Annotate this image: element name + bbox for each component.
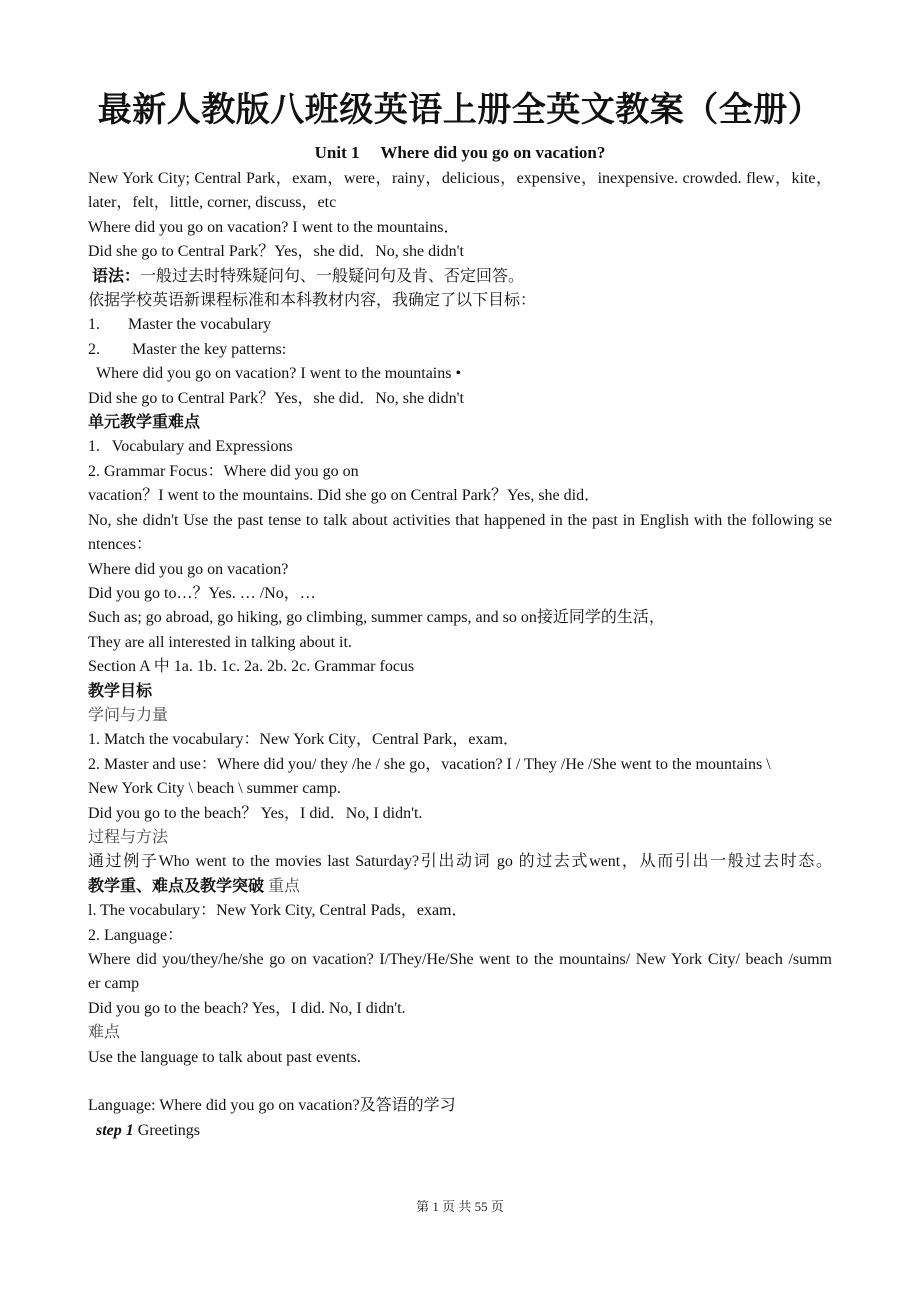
text-segment: 通过例子Who went to the movies last Saturday?引出动词 go 的过去式went，从而引出一般过去时态。: [88, 853, 832, 871]
text-line: [88, 435, 832, 459]
text-segment: Where did you go on vacation? I went to the mountains •: [88, 365, 462, 383]
text-segment: 2. Master the key patterns:: [88, 340, 287, 358]
text-segment: 学问与力量: [88, 706, 169, 724]
text-segment: 2. Grammar Focus：Where did you go on: [88, 462, 359, 480]
text-line: [88, 1046, 832, 1070]
text-segment: Did you go to…？Yes. … /No，…: [88, 584, 316, 602]
text-segment: 1. Vocabulary and Expressions: [88, 438, 293, 456]
text-line: [88, 972, 832, 996]
text-line: [88, 680, 832, 704]
content-lines: [88, 167, 832, 1143]
text-segment: later，felt，little, corner, discuss，etc: [88, 194, 337, 212]
text-segment: Did she go to Central Park？Yes，she did．No, she didn't: [88, 389, 464, 407]
text-line: [88, 606, 832, 630]
text-line: [88, 533, 832, 557]
page-number: 第 1 页 共 55 页: [416, 1199, 504, 1214]
text-segment: 单元教学重难点: [88, 414, 201, 432]
text-line: [88, 704, 832, 728]
text-segment: ntences：: [88, 536, 152, 554]
text-line: [88, 1070, 832, 1094]
text-segment: Greetings: [133, 1121, 200, 1139]
text-segment: 教学目标: [88, 682, 153, 700]
text-segment: Language: Where did you go on vacation?及答语的学习: [88, 1097, 456, 1115]
text-line: [88, 997, 832, 1021]
text-segment: 一般过去时特殊疑问句、一般疑问句及肯、否定回答。: [140, 267, 525, 285]
text-segment: Use the language to talk about past events.: [88, 1048, 361, 1066]
text-line: [88, 240, 832, 264]
text-line: [88, 265, 832, 289]
text-line: [88, 338, 832, 362]
unit-heading: Unit 1 Where did you go on vacation?: [314, 143, 606, 162]
text-line: [88, 948, 832, 972]
text-segment: They are all interested in talking about it.: [88, 633, 352, 651]
text-line: [88, 753, 832, 777]
text-line: [88, 558, 832, 582]
text-segment: 过程与方法: [88, 828, 169, 846]
text-segment: Where did you/they/he/she go on vacation? I/They/He/She went to the mountains/ New York City/ beach /summ: [88, 951, 832, 968]
text-line: [88, 313, 832, 337]
text-segment: 语法：: [92, 267, 141, 285]
text-line: [88, 1119, 832, 1143]
text-line: [88, 216, 832, 240]
text-line: [88, 191, 832, 215]
text-segment: 1. Match the vocabulary：New York City，Central Park，exam．: [88, 731, 520, 749]
text-segment: New York City; Central Park，exam，were，rainy，delicious，expensive，inexpensive. crowded. flew，kite，: [88, 170, 832, 187]
text-line: [88, 582, 832, 606]
text-line: [88, 362, 832, 386]
text-segment: vacation？I went to the mountains. Did she go on Central Park？Yes, she did．: [88, 487, 601, 505]
text-segment: 教学重、难点及教学突破: [88, 877, 265, 895]
text-segment: 重点: [264, 877, 301, 895]
text-segment: l. The vocabulary：New York City, Central Pads，exam．: [88, 902, 468, 920]
text-line: [88, 167, 832, 191]
text-line: [88, 850, 832, 874]
text-segment: 2. Language：: [88, 926, 184, 944]
text-segment: Did she go to Central Park？Yes，she did．No, she didn't: [88, 243, 464, 261]
text-segment: [88, 1122, 96, 1139]
text-segment: Did you go to the beach？ Yes，I did．No, I didn't.: [88, 804, 423, 822]
text-line: [88, 655, 832, 679]
text-line: [88, 777, 832, 801]
text-segment: Where did you go on vacation? I went to the mountains．: [88, 218, 460, 236]
text-segment: Such as; go abroad, go hiking, go climbing, summer camps, and so on接近同学的生活，: [88, 609, 665, 627]
text-line: [88, 728, 832, 752]
text-segment: 1. Master the vocabulary: [88, 316, 272, 334]
text-segment: No, she didn't Use the past tense to talk about activities that happened in the past in English with the following se: [88, 511, 832, 529]
text-line: [88, 802, 832, 826]
text-line: [88, 509, 832, 533]
text-segment: 依据学校英语新课程标准和本科教材内容，我确定了以下目标：: [88, 292, 537, 310]
text-segment: er camp: [88, 975, 140, 993]
text-line: [88, 631, 832, 655]
text-segment: 2. Master and use：Where did you/ they /he / she go，vacation? I / They /He /She went to the mountains \: [88, 755, 771, 773]
text-segment: step 1: [96, 1121, 134, 1139]
text-line: [88, 1094, 832, 1118]
text-segment: New York City \ beach \ summer camp.: [88, 780, 341, 798]
document-title: 最新人教版八班级英语上册全英文教案（全册）: [97, 92, 823, 129]
text-segment: Where did you go on vacation?: [88, 560, 289, 578]
text-line: [88, 484, 832, 508]
text-line: [88, 460, 832, 484]
text-segment: Did you go to the beach? Yes，I did. No, I didn't.: [88, 999, 406, 1017]
text-line: [88, 826, 832, 850]
text-line: [88, 875, 832, 899]
text-line: [88, 924, 832, 948]
text-line: [88, 899, 832, 923]
text-line: [88, 411, 832, 435]
text-line: [88, 387, 832, 411]
text-segment: 难点: [88, 1024, 121, 1042]
text-segment: Section A 中 1a. 1b. 1c. 2a. 2b. 2c. Grammar focus: [88, 658, 415, 676]
text-line: [88, 289, 832, 313]
text-line: [88, 1021, 832, 1045]
